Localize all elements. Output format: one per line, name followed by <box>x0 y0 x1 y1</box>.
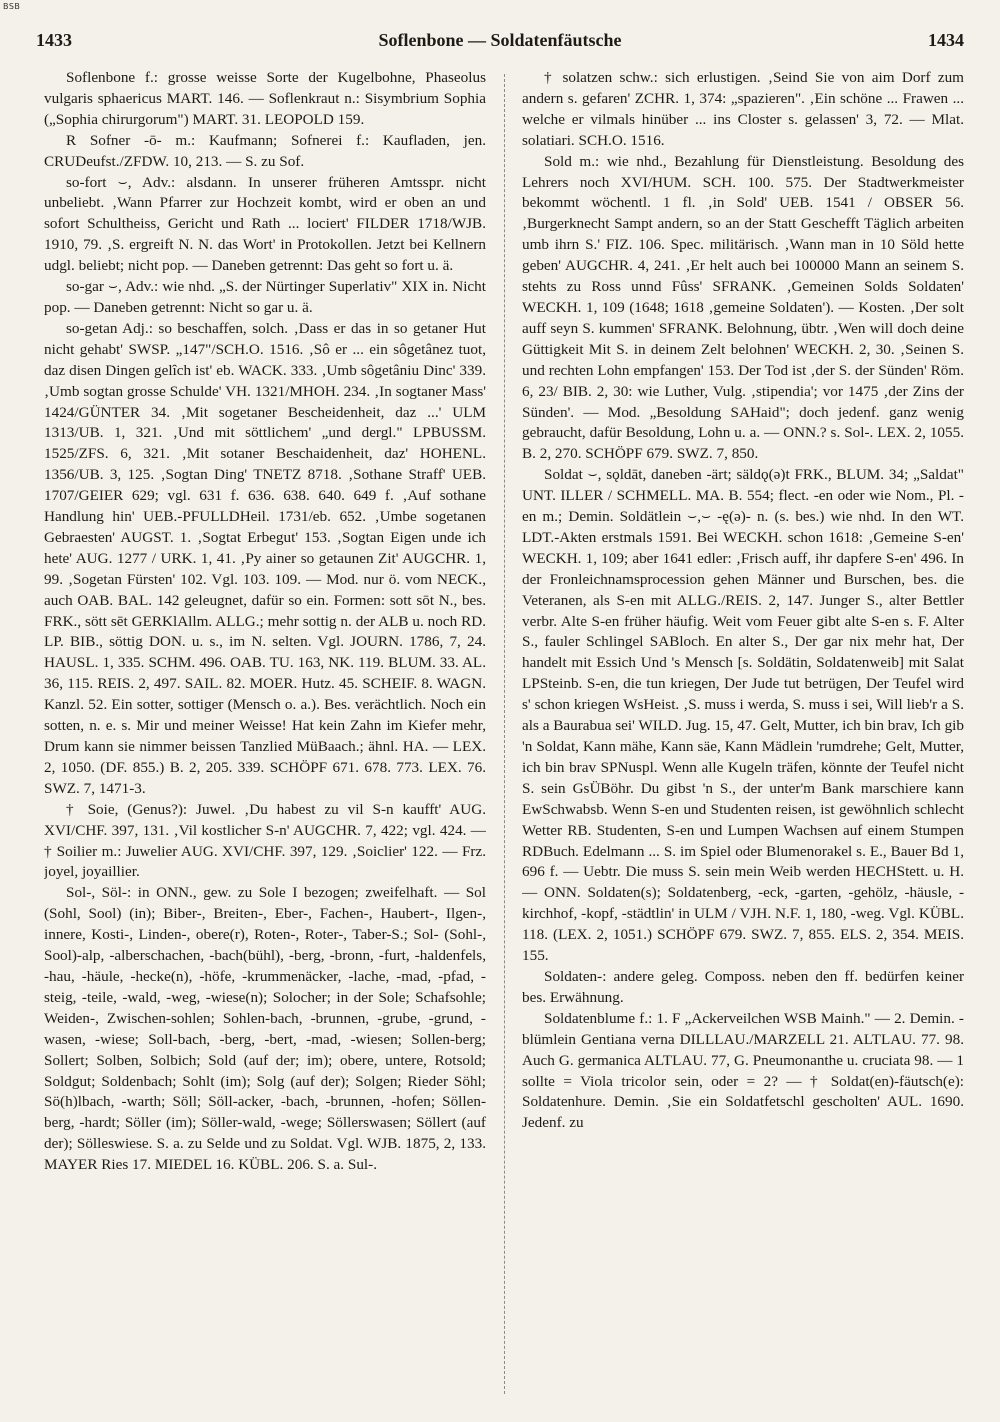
entry-soldatenblume: Soldatenblume f.: 1. F „Ackerveilchen WSB Mainh." — 2. Demin. -blümlein Gentiana verna DILLLAU./MARZELL 21. ALTLAU. 77. 98. Auch G. germanica ALTLAU. 77, G. Pneumonanthe u. cruciata 98. — 1 sollte = Viola tricolor sein, oder = 2? — † Soldat(en)-fäutsch(e): Soldatenhure. Demin. ‚Sie ein Soldatfetschl gescholten' AUL. 1690. Jedenf. zu <box>522 1009 964 1132</box>
dictionary-page <box>44 68 964 1408</box>
page-number-left: 1433 <box>36 30 72 50</box>
entry-sogar: so-gar ⌣, Adv.: wie nhd. „S. der Nürtinger Superlativ" XIX in. Nicht pop. — Daneben getrennt: Nicht so gar u. ä. <box>44 278 486 316</box>
entry-soldaten: Soldaten-: andere geleg. Composs. neben den ff. bedürfen keiner bes. Erwähnung. <box>522 967 964 1006</box>
library-stamp: BSB <box>3 2 21 11</box>
entry-solatzen: † solatzen schw.: sich erlustigen. ‚Seind Sie von aim Dorf zum andern s. gefaren' ZCHR. 1, 374: „spazieren". ‚Ein schöne ... Frawen ... welche er vilmals hinüber ... ins Closter s. gelassen' 3, 72. — Mlat. solatiari. SCH.O. 1516. <box>522 69 964 149</box>
entry-soflenbone: Soflenbone f.: grosse weisse Sorte der Kugelbohne, Phaseolus vulgaris sphaericus MART. 146. — Soflenkraut n.: Sisymbrium Sophia („Sophia chirurgorum") MART. 31. LEOPOLD 159. <box>44 69 486 128</box>
column-divider <box>504 74 505 1394</box>
running-title: Soflenbone — Soldatenfäutsche <box>378 30 622 50</box>
entry-sofort: so-fort ⌣, Adv.: alsdann. In unserer früheren Amtsspr. nicht unbeliebt. ‚Wann Pfarrer zur Hochzeit kombt, wird er oben an und sofort Schultheiss, Gericht und Rath ... lociert' FILDER 1718/WJB. 1910, 79. ‚S. ergreift N. N. das Wort' in Protokollen. Jetzt bei Kellnern udgl. beliebt; nicht pop. — Daneben getrennt: Das geht so fort u. ä. <box>44 173 486 275</box>
entry-sogetan: so-getan Adj.: so beschaffen, solch. ‚Dass er das in so getaner Hut nicht gehabt' SWSP. „147"/SCH.O. 1516. ‚Sô er ... ein sôgetânez tuot, daz disen Dingen gelîch ist' eb. WACK. 333. ‚Umb sôgetâniu Dinc' 339. ‚Umb sogtan grosse Schulde' VH. 1321/MHOH. 234. ‚In sogtaner Mass' 1424/GÜNTER 34. ‚Mit sogetaner Bescheidenheit, daz ...' ULM 1313/UB. 1, 321. ‚Und mit söttlichem' „und dergl." LPBUSSM. 1525/ZFS. 6, 321. ‚Mit sotaner Beschaidenheit, daz' HOHENL. 1356/UB. 3, 125. ‚Sogtan Ding' TNETZ 8718. ‚Sothane Straff' UEB. 1707/GEIER 629; vgl. 631 f. 636. 638. 640. 649 f. ‚Auf sothane Handlung hin' UEB.-PFULLDHeil. 1731/eb. 652. ‚Umbe sogetanen Gebraesten' AUGST. 1. ‚Sogtat Erbegut' 153. ‚Sogtan Eigen unde ich hete' AUG. 1277 / URK. 1, 41. ‚Py ainer so getaunen Zit' AUGCHR. 1, 99. ‚Sogetan Fürsten' 102. Vgl. 103. 109. — Mod. nur ö. vom NECK., auch OAB. BAL. 142 geleugnet, dafür so ein. Formen: sott sōt N., bes. FRK., sött sēt GERKlAllm. ALLG.; mehr sottig n. der ALB u. noch RD. LP. BIB., söttig DON. u. s., im N. selten. Vgl. JOURN. 1786, 7, 24. HAUSL. 1, 335. SCHM. 496. OAB. TU. 163, NK. 119. BLUM. 33. AL. 36, 115. REIS. 2, 497. SAIL. 82. MOER. Hutz. 45. SCHEIF. 8. WAGN. Kanzl. 52. Ein sotter, sottiger (Mensch o. a.). Bes. verächtlich. Noch ein sotten, n. e. s. Mir und meiner Weisse! Hat kein Zahn im Kiefer mehr, Drum kann sie nimmer beissen Tanzlied MüBaach.; ähnl. HA. — LEX. 2, 1050. (DF. 855.) B. 2, 205. 339. SCHÖPF 671. 678. 773. LEX. 76. SWZ. 7, 1471-3. <box>44 319 486 797</box>
right-column <box>522 68 964 1408</box>
page-number-right: 1434 <box>928 30 964 50</box>
entry-soldat: Soldat ⌣, sǫldāt, daneben -ärt; säldǫ(ə)t FRK., BLUM. 34; „Saldat" UNT. ILLER / SCHMELL. MA. B. 554; flect. -en oder wie Nom., Pl. -en m.; Demin. Soldätlein ⌣,⌣ -ę(ə)- n. (s. bes.) wie nhd. In den WT. LDT.-Akten erstmals 1591. Bei WECKH. schon 1618: ‚Gemeine S-en' WECKH. 1, 109; aber 1641 edler: ‚Frisch auff, ihr dapfere S-en' 496. In der Fronleichnamsprocession gehen Männer und Burschen, bes. die Veteranen, als S-en mit ALLG./REIS. 2, 147. Junger S., alter Bettler verbr. Alte S-en früher häufig. Weit vom Feuer gibt alte S-en s. F. Alter S., fauler Schlingel SABloch. En alter S., Der gar nix mehr hat, Der handelt mit Essich Und 's Mensch [s. Soldätin, Soldatenweib] mit Salat LPSteinb. S-en, die tun kriegen, Der Jude tut betrügen, Der Teufel wird s' schon kriegen WsHeist. ‚S. muss i werda, S. muss i sei, Will lieb'r a S. als a Baurabua sei' WILD. Jug. 15, 47. Gelt, Mutter, ich bin brav, Ich gib 'n Soldat, Kann mähe, Kann säe, Kann Mädlein 'rumdrehe; Gelt, Mutter, ich bin brav SPNuspl. Wenn alle Kugeln träfen, könnte der Teufel nicht S. sein GsÜBöhr. Du gibst 'n S., der unter'm Bank marschiere kann EwSchwabsb. Wenn S-en und Studenten reisen, ist gewöhnlich schlecht Wetter RB. Studenten, S-en und Lumpen Wachsen auf einem Stumpen RDBuch. Edelmann ... S. im Spiel oder Blumenorakel s. E., Bauer Bd 1, 696 f. — Uebtr. Die muss S. sein mein Weib werden HECHStett. u. H. — ONN. Soldaten(s); Soldatenberg, -eck, -garten, -gehölz, -häusle, -kirchhof, -kopf, -städtlin' in ULM / VJH. N.F. 1, 180, -weg. Vgl. KÜBL. 118. (LEX. 2, 1051.) SCHÖPF 679. SWZ. 7, 855. ELS. 2, 354. MEIS. 155. <box>522 466 964 965</box>
entry-sold: Sold m.: wie nhd., Bezahlung für Dienstleistung. Besoldung des Lehrers noch XVI/HUM. SCH. 100. 575. Der Stadtwerkmeister bekommt wöchentl. 1 fl. ‚in Sold' UEB. 1541 / OBSER 56. ‚Burgerknecht Sampt andern, so an der Statt Geschefft Täglich arbeiten umb ihrn S.' FIZ. 106. Spec. militärisch. ‚Wann man in 10 Söld hette geben' AUGCHR. 4, 241. ‚Er helt auch bei 100000 Mann an seinem S. stehts zu Ross unnd Fûss' SFRANK. ‚Gemeinen Solds Soldaten' WECKH. 1, 109 (1648; 1618 ‚gemeine Soldaten'). — Kosten. ‚Der solt auff seyn S. kummen' SFRANK. Belohnung, übtr. ‚Wen will doch deine Güttigkeit Mit S. in deinem Zelt belohnen' WECKH. 2, 30. ‚Seinen S. und rechten Lohn empfangen' 153. Der Tod ist ‚der S. der Sünden' Röm. 6, 23/ BIB. 2, 30: wie Luther, Vulg. ‚stipendia'; vor 1475 ‚der Zins der Sünden'. — Mod. „Besoldung SAHaid"; doch jedenf. ganz wenig gebraucht, dafür Besoldung, Lohn u. a. — ONN.? s. Sol-. LEX. 2, 1055. B. 2, 270. SCHÖPF 679. SWZ. 7, 850. <box>522 152 964 463</box>
entry-soie: † Soie, (Genus?): Juwel. ‚Du habest zu vil S-n kaufft' AUG. XVI/CHF. 397, 131. ‚Vil kostlicher S-n' AUGCHR. 7, 422; vgl. 424. — † Soilier m.: Juwelier AUG. XVI/CHF. 397, 129. ‚Soiclier' 122. — Frz. joyel, joyaillier. <box>44 800 486 881</box>
entry-sol: Sol-, Söl-: in ONN., gew. zu Sole I bezogen; zweifelhaft. — Sol (Sohl, Sool) (in); Biber-, Breiten-, Eber-, Fachen-, Haubert-, Ilgen-, innere, Kosti-, Linden-, obere(r), Roten-, Roter-, Taber-S.; Sol- (Sohl-, Sool)-alp, -alberschachen, -bach(bühl), -berg, -bronn, -furt, -haldenfels, -hau, -häule, -hecke(n), -höfe, -krummenäcker, -lache, -mad, -pfad, -steig, -teile, -wald, -weg, -wiese(n); Solocher; in der Sole; Schafsohle; Weiden-, Zwischen-sohlen; Sohlen-bach, -brunnen, -grube, -grund, -wasen, -wiese; Soll-bach, -berg, -bert, -mad, -wiesen; Sollen-berg; Sollert; Solben, Solbich; Sold (auf der; im); obere, untere, Rotsold; Soldgut; Soldenbach; Sohlt (im); Solg (auf der); Solgen; Rieder Söhl; Sö(h)lbach, -warth; Söll; Söll-acker, -bach, -brunnen, -hofen; Söllen-berg, -hardt; Söller (im); Söller-wald, -wege; Söllerswasen; Söllert (auf der); Sölleswiese. S. a. zu Selde und zu Soldat. Vgl. WJB. 1875, 2, 133. MAYER Ries 17. MIEDEL 16. KÜBL. 206. S. a. Sul-. <box>44 884 486 1174</box>
entry-sofner: R Sofner -ō- m.: Kaufmann; Sofnerei f.: Kaufladen, jen. CRUDeufst./ZFDW. 10, 213. — S. zu Sof. <box>44 131 486 170</box>
page-header <box>36 30 964 60</box>
left-column <box>44 68 486 1408</box>
